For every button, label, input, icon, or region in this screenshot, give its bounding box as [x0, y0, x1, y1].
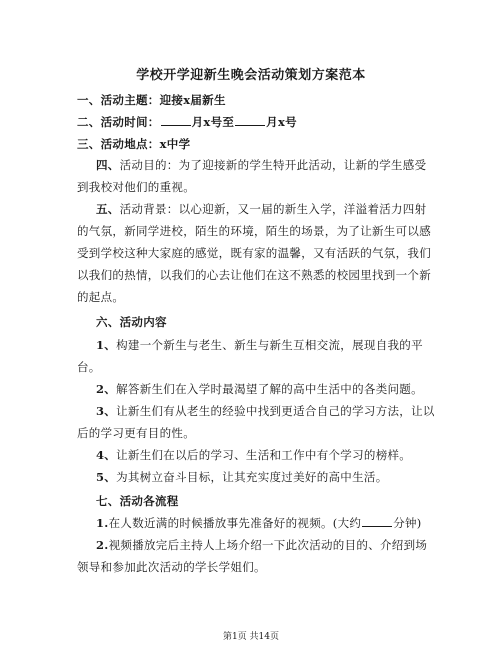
list-number: 4、 — [96, 448, 117, 462]
section-value: 月x号 — [266, 115, 297, 129]
page-title: 学校开学迎新生晚会活动策划方案范本 — [136, 68, 366, 83]
list-number: 1、 — [96, 338, 117, 352]
list-item — [96, 447, 452, 463]
section-heading: 七、活动各流程 — [96, 494, 179, 508]
blank-line — [235, 115, 265, 126]
section-value: 迎接x届新生 — [159, 93, 226, 107]
list-text: 领导和参加此次活动的学长学姐们。 — [77, 560, 266, 574]
list-number: 3、 — [96, 404, 117, 418]
list-text: 构建一个新生与老生、新生与新生互相交流，展现自我的平 — [116, 338, 423, 352]
paragraph-text: 活动背景：以心迎新，又一届的新生入学，洋溢着活力四射 — [119, 202, 427, 216]
list-item — [96, 337, 452, 353]
section-label: 二、活动时间： — [77, 115, 160, 129]
section-value: x中学 — [159, 137, 191, 151]
paragraph-text: 受到学校这种大家庭的感觉，既有家的温馨，又有活跃的气氛，我们 — [77, 246, 431, 260]
page-footer: 第1页 共14页 — [222, 632, 280, 642]
list-number: 1. — [96, 516, 109, 530]
list-number: 5、 — [96, 470, 117, 484]
list-text: 解答新生们在入学时最渴望了解的高中生活中的各类问题。 — [116, 382, 423, 396]
section-heading: 六、活动内容 — [96, 315, 167, 329]
section-background-line1 — [96, 201, 452, 217]
paragraph-text: 以我们的热情，以我们的心去让他们在这不熟悉的校园里找到一个新 — [77, 268, 431, 282]
section-theme — [77, 92, 433, 108]
blank-line — [362, 516, 392, 527]
paragraph-text: 到我校对他们的重视。 — [77, 180, 195, 194]
section-label: 一、活动主题： — [77, 93, 160, 107]
blank-line — [161, 115, 191, 126]
section-location — [77, 136, 433, 152]
list-text: 分钟) — [393, 516, 422, 530]
list-item — [96, 515, 452, 531]
section-label: 四、 — [96, 158, 120, 172]
list-text: 为其树立奋斗目标，让其充实度过美好的高中生活。 — [116, 470, 388, 484]
list-item — [96, 403, 452, 419]
list-item — [96, 537, 452, 553]
list-number: 2、 — [96, 382, 117, 396]
paragraph-text: 活动目的：为了迎接新的学生特开此活动，让新的学生感受 — [119, 158, 427, 172]
list-text: 在人数近满的时候播放事先准备好的视频。(大约 — [108, 516, 362, 530]
paragraph-text: 的起点。 — [77, 290, 125, 304]
list-item — [96, 469, 452, 485]
list-text: 台。 — [77, 360, 101, 374]
section-purpose-line1 — [96, 157, 452, 173]
paragraph-text: 的气氛，新同学进校，陌生的环境，陌生的场景，为了让新生可以感 — [77, 224, 431, 238]
section-value: 月x号至 — [191, 115, 235, 129]
list-text: 视频播放完后主持人上场介绍一下此次活动的目的、介绍到场 — [108, 538, 428, 552]
list-text: 后的学习更有目的性。 — [77, 426, 195, 440]
list-number: 2. — [96, 538, 109, 552]
section-label: 三、活动地点： — [77, 137, 160, 151]
section-time — [77, 114, 433, 130]
list-text: 让新生们有从老生的经验中找到更适合自己的学习方法，让以 — [116, 404, 435, 418]
list-text: 让新生们在以后的学习、生活和工作中有个学习的榜样。 — [116, 448, 412, 462]
list-item — [96, 381, 452, 397]
section-label: 五、 — [96, 202, 120, 216]
